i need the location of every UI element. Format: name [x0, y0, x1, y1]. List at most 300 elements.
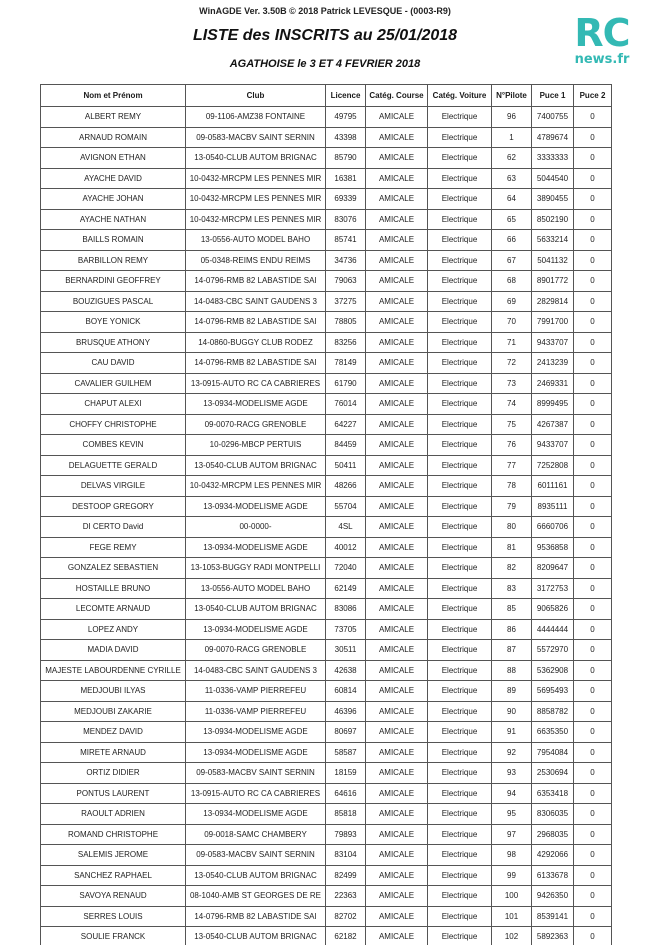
cell-chip-1: 8935111	[532, 496, 574, 517]
cell-licence: 62149	[326, 578, 366, 599]
cell-licence: 80697	[326, 722, 366, 743]
cell-chip-1: 8306035	[532, 804, 574, 825]
cell-club: 14-0796-RMB 82 LABASTIDE SAI	[186, 312, 326, 333]
cell-pilot-number: 72	[492, 353, 532, 374]
table-row	[41, 886, 612, 907]
cell-pilot-number: 70	[492, 312, 532, 333]
cell-name: BRUSQUE ATHONY	[41, 332, 186, 353]
cell-club: 14-0796-RMB 82 LABASTIDE SAI	[186, 906, 326, 927]
cell-chip-2: 0	[574, 804, 612, 825]
cell-chip-2: 0	[574, 824, 612, 845]
cell-licence: 43398	[326, 127, 366, 148]
registrants-table-wrap	[40, 84, 612, 945]
cell-race-category: AMICALE	[366, 168, 428, 189]
cell-car-category: Electrique	[428, 865, 492, 886]
cell-chip-1: 5695493	[532, 681, 574, 702]
cell-name: AYACHE JOHAN	[41, 189, 186, 210]
cell-chip-1: 4267387	[532, 414, 574, 435]
cell-chip-2: 0	[574, 578, 612, 599]
table-row	[41, 148, 612, 169]
table-row	[41, 271, 612, 292]
cell-car-category: Electrique	[428, 763, 492, 784]
cell-race-category: AMICALE	[366, 865, 428, 886]
column-header-chip-1: Puce 1	[532, 85, 574, 107]
cell-club: 00-0000-	[186, 517, 326, 538]
cell-club: 09-0583-MACBV SAINT SERNIN	[186, 845, 326, 866]
cell-car-category: Electrique	[428, 435, 492, 456]
cell-chip-2: 0	[574, 742, 612, 763]
cell-name: DELVAS VIRGILE	[41, 476, 186, 497]
cell-chip-1: 7954084	[532, 742, 574, 763]
cell-club: 13-0556-AUTO MODEL BAHO	[186, 230, 326, 251]
cell-licence: 46396	[326, 701, 366, 722]
table-row	[41, 209, 612, 230]
cell-chip-1: 6133678	[532, 865, 574, 886]
cell-chip-1: 8209647	[532, 558, 574, 579]
cell-licence: 16381	[326, 168, 366, 189]
column-header-pilot-number: N°Pilote	[492, 85, 532, 107]
table-row	[41, 496, 612, 517]
cell-club: 09-0070-RACG GRENOBLE	[186, 640, 326, 661]
cell-chip-1: 4789674	[532, 127, 574, 148]
cell-licence: 83104	[326, 845, 366, 866]
cell-race-category: AMICALE	[366, 127, 428, 148]
cell-car-category: Electrique	[428, 496, 492, 517]
cell-pilot-number: 96	[492, 107, 532, 128]
software-credit: WinAGDE Ver. 3.50B © 2018 Patrick LEVESQUE - (0003-R9)	[199, 6, 451, 16]
cell-club: 13-0556-AUTO MODEL BAHO	[186, 578, 326, 599]
cell-name: ARNAUD ROMAIN	[41, 127, 186, 148]
cell-club: 13-0934-MODELISME AGDE	[186, 804, 326, 825]
cell-race-category: AMICALE	[366, 250, 428, 271]
cell-car-category: Electrique	[428, 476, 492, 497]
cell-car-category: Electrique	[428, 619, 492, 640]
cell-licence: 85790	[326, 148, 366, 169]
table-row	[41, 783, 612, 804]
cell-chip-1: 3333333	[532, 148, 574, 169]
cell-club: 13-0934-MODELISME AGDE	[186, 722, 326, 743]
rcnews-logo	[562, 12, 642, 70]
cell-chip-2: 0	[574, 660, 612, 681]
cell-race-category: AMICALE	[366, 271, 428, 292]
table-row	[41, 127, 612, 148]
cell-pilot-number: 102	[492, 927, 532, 945]
cell-pilot-number: 92	[492, 742, 532, 763]
table-row	[41, 763, 612, 784]
table-body	[41, 107, 612, 945]
cell-pilot-number: 64	[492, 189, 532, 210]
cell-chip-1: 6011161	[532, 476, 574, 497]
table-row	[41, 865, 612, 886]
cell-licence: 58587	[326, 742, 366, 763]
cell-car-category: Electrique	[428, 168, 492, 189]
cell-pilot-number: 65	[492, 209, 532, 230]
cell-car-category: Electrique	[428, 742, 492, 763]
cell-name: FEGE REMY	[41, 537, 186, 558]
table-row	[41, 250, 612, 271]
cell-licence: 4SL	[326, 517, 366, 538]
cell-name: SAVOYA RENAUD	[41, 886, 186, 907]
cell-chip-2: 0	[574, 230, 612, 251]
cell-chip-2: 0	[574, 722, 612, 743]
page-title: LISTE des INSCRITS au 25/01/2018	[192, 27, 458, 44]
cell-pilot-number: 75	[492, 414, 532, 435]
cell-pilot-number: 82	[492, 558, 532, 579]
table-row	[41, 845, 612, 866]
cell-pilot-number: 83	[492, 578, 532, 599]
cell-chip-1: 3172753	[532, 578, 574, 599]
column-header-club: Club	[186, 85, 326, 107]
cell-race-category: AMICALE	[366, 353, 428, 374]
cell-licence: 22363	[326, 886, 366, 907]
cell-pilot-number: 80	[492, 517, 532, 538]
cell-car-category: Electrique	[428, 660, 492, 681]
cell-race-category: AMICALE	[366, 435, 428, 456]
cell-chip-1: 9426350	[532, 886, 574, 907]
cell-pilot-number: 100	[492, 886, 532, 907]
cell-club: 13-0915-AUTO RC CA CABRIERES	[186, 373, 326, 394]
cell-race-category: AMICALE	[366, 209, 428, 230]
cell-chip-1: 5572970	[532, 640, 574, 661]
cell-chip-2: 0	[574, 209, 612, 230]
cell-chip-2: 0	[574, 640, 612, 661]
table-row	[41, 906, 612, 927]
cell-chip-2: 0	[574, 517, 612, 538]
cell-name: CHOFFY CHRISTOPHE	[41, 414, 186, 435]
cell-chip-1: 6635350	[532, 722, 574, 743]
cell-chip-2: 0	[574, 886, 612, 907]
cell-car-category: Electrique	[428, 537, 492, 558]
cell-club: 09-0070-RACG GRENOBLE	[186, 414, 326, 435]
cell-pilot-number: 71	[492, 332, 532, 353]
cell-name: DI CERTO David	[41, 517, 186, 538]
cell-pilot-number: 73	[492, 373, 532, 394]
cell-club: 14-0483-CBC SAINT GAUDENS 3	[186, 660, 326, 681]
table-row	[41, 189, 612, 210]
cell-licence: 85741	[326, 230, 366, 251]
cell-car-category: Electrique	[428, 886, 492, 907]
cell-chip-2: 0	[574, 763, 612, 784]
cell-licence: 69339	[326, 189, 366, 210]
cell-chip-1: 8539141	[532, 906, 574, 927]
page-subtitle: AGATHOISE le 3 ET 4 FEVRIER 2018	[229, 58, 421, 70]
cell-car-category: Electrique	[428, 517, 492, 538]
cell-club: 13-0934-MODELISME AGDE	[186, 537, 326, 558]
cell-chip-2: 0	[574, 619, 612, 640]
cell-race-category: AMICALE	[366, 312, 428, 333]
cell-pilot-number: 81	[492, 537, 532, 558]
cell-car-category: Electrique	[428, 414, 492, 435]
cell-name: AYACHE NATHAN	[41, 209, 186, 230]
cell-chip-2: 0	[574, 107, 612, 128]
cell-race-category: AMICALE	[366, 291, 428, 312]
cell-pilot-number: 101	[492, 906, 532, 927]
cell-pilot-number: 87	[492, 640, 532, 661]
table-row	[41, 455, 612, 476]
cell-name: MIRETE ARNAUD	[41, 742, 186, 763]
cell-pilot-number: 62	[492, 148, 532, 169]
column-header-chip-2: Puce 2	[574, 85, 612, 107]
cell-race-category: AMICALE	[366, 599, 428, 620]
cell-name: COMBES KEVIN	[41, 435, 186, 456]
cell-car-category: Electrique	[428, 578, 492, 599]
cell-name: SERRES LOUIS	[41, 906, 186, 927]
cell-chip-1: 7400755	[532, 107, 574, 128]
cell-pilot-number: 86	[492, 619, 532, 640]
cell-chip-2: 0	[574, 558, 612, 579]
table-header-row	[41, 85, 612, 107]
cell-car-category: Electrique	[428, 906, 492, 927]
cell-pilot-number: 99	[492, 865, 532, 886]
table-row	[41, 804, 612, 825]
cell-chip-1: 5041132	[532, 250, 574, 271]
cell-chip-2: 0	[574, 845, 612, 866]
cell-chip-2: 0	[574, 394, 612, 415]
cell-chip-2: 0	[574, 455, 612, 476]
cell-chip-2: 0	[574, 414, 612, 435]
cell-chip-2: 0	[574, 373, 612, 394]
cell-name: DESTOOP GREGORY	[41, 496, 186, 517]
cell-pilot-number: 98	[492, 845, 532, 866]
cell-licence: 76014	[326, 394, 366, 415]
logo-news-text: news.fr	[574, 52, 630, 67]
cell-race-category: AMICALE	[366, 414, 428, 435]
cell-pilot-number: 1	[492, 127, 532, 148]
cell-pilot-number: 78	[492, 476, 532, 497]
cell-car-category: Electrique	[428, 230, 492, 251]
cell-race-category: AMICALE	[366, 189, 428, 210]
cell-club: 09-0583-MACBV SAINT SERNIN	[186, 763, 326, 784]
cell-pilot-number: 74	[492, 394, 532, 415]
cell-club: 13-0934-MODELISME AGDE	[186, 619, 326, 640]
cell-pilot-number: 63	[492, 168, 532, 189]
table-row	[41, 435, 612, 456]
cell-race-category: AMICALE	[366, 742, 428, 763]
cell-car-category: Electrique	[428, 783, 492, 804]
table-row	[41, 537, 612, 558]
cell-name: CHAPUT ALEXI	[41, 394, 186, 415]
cell-chip-2: 0	[574, 599, 612, 620]
cell-name: HOSTAILLE BRUNO	[41, 578, 186, 599]
cell-name: ROMAND CHRISTOPHE	[41, 824, 186, 845]
cell-chip-2: 0	[574, 496, 612, 517]
table-row	[41, 619, 612, 640]
cell-name: MEDJOUBI ZAKARIE	[41, 701, 186, 722]
cell-chip-2: 0	[574, 271, 612, 292]
cell-licence: 37275	[326, 291, 366, 312]
cell-chip-2: 0	[574, 537, 612, 558]
cell-chip-2: 0	[574, 681, 612, 702]
cell-licence: 55704	[326, 496, 366, 517]
table-row	[41, 517, 612, 538]
cell-race-category: AMICALE	[366, 701, 428, 722]
cell-name: CAVALIER GUILHEM	[41, 373, 186, 394]
cell-chip-1: 8502190	[532, 209, 574, 230]
cell-chip-1: 3890455	[532, 189, 574, 210]
cell-name: BOUZIGUES PASCAL	[41, 291, 186, 312]
cell-car-category: Electrique	[428, 455, 492, 476]
cell-licence: 60814	[326, 681, 366, 702]
cell-chip-2: 0	[574, 927, 612, 945]
cell-name: SANCHEZ RAPHAEL	[41, 865, 186, 886]
cell-chip-1: 7252808	[532, 455, 574, 476]
cell-race-category: AMICALE	[366, 148, 428, 169]
cell-licence: 73705	[326, 619, 366, 640]
cell-club: 09-1106-AMZ38 FONTAINE	[186, 107, 326, 128]
cell-race-category: AMICALE	[366, 455, 428, 476]
cell-club: 13-0540-CLUB AUTOM BRIGNAC	[186, 865, 326, 886]
cell-chip-1: 5892363	[532, 927, 574, 945]
cell-pilot-number: 69	[492, 291, 532, 312]
table-row	[41, 476, 612, 497]
cell-name: DELAGUETTE GERALD	[41, 455, 186, 476]
cell-chip-2: 0	[574, 865, 612, 886]
cell-race-category: AMICALE	[366, 886, 428, 907]
table-row	[41, 701, 612, 722]
cell-chip-2: 0	[574, 148, 612, 169]
cell-licence: 64227	[326, 414, 366, 435]
cell-pilot-number: 93	[492, 763, 532, 784]
table-row	[41, 578, 612, 599]
cell-licence: 83086	[326, 599, 366, 620]
cell-licence: 83256	[326, 332, 366, 353]
cell-chip-1: 2968035	[532, 824, 574, 845]
cell-name: MENDEZ DAVID	[41, 722, 186, 743]
cell-race-category: AMICALE	[366, 927, 428, 945]
cell-name: BAILLS ROMAIN	[41, 230, 186, 251]
cell-chip-1: 5633214	[532, 230, 574, 251]
cell-licence: 82702	[326, 906, 366, 927]
cell-chip-2: 0	[574, 353, 612, 374]
cell-name: MADIA DAVID	[41, 640, 186, 661]
cell-club: 14-0796-RMB 82 LABASTIDE SAI	[186, 271, 326, 292]
cell-pilot-number: 91	[492, 722, 532, 743]
cell-car-category: Electrique	[428, 722, 492, 743]
cell-car-category: Electrique	[428, 271, 492, 292]
cell-club: 13-0934-MODELISME AGDE	[186, 742, 326, 763]
table-row	[41, 824, 612, 845]
table-row	[41, 353, 612, 374]
cell-club: 13-0540-CLUB AUTOM BRIGNAC	[186, 148, 326, 169]
cell-licence: 62182	[326, 927, 366, 945]
cell-chip-1: 8901772	[532, 271, 574, 292]
cell-car-category: Electrique	[428, 291, 492, 312]
table-row	[41, 640, 612, 661]
cell-chip-1: 2469331	[532, 373, 574, 394]
cell-licence: 42638	[326, 660, 366, 681]
cell-licence: 79063	[326, 271, 366, 292]
cell-car-category: Electrique	[428, 312, 492, 333]
cell-car-category: Electrique	[428, 845, 492, 866]
cell-chip-1: 9536858	[532, 537, 574, 558]
cell-licence: 40012	[326, 537, 366, 558]
logo-rc-text: RC	[574, 11, 630, 55]
column-header-name: Nom et Prénom	[41, 85, 186, 107]
cell-chip-1: 5044540	[532, 168, 574, 189]
cell-car-category: Electrique	[428, 209, 492, 230]
table-row	[41, 927, 612, 945]
table-row	[41, 599, 612, 620]
cell-pilot-number: 77	[492, 455, 532, 476]
cell-licence: 61790	[326, 373, 366, 394]
cell-pilot-number: 66	[492, 230, 532, 251]
cell-race-category: AMICALE	[366, 722, 428, 743]
cell-pilot-number: 85	[492, 599, 532, 620]
cell-name: RAOULT ADRIEN	[41, 804, 186, 825]
cell-race-category: AMICALE	[366, 578, 428, 599]
cell-club: 09-0018-SAMC CHAMBERY	[186, 824, 326, 845]
cell-licence: 48266	[326, 476, 366, 497]
table-row	[41, 373, 612, 394]
cell-car-category: Electrique	[428, 394, 492, 415]
cell-licence: 49795	[326, 107, 366, 128]
cell-chip-1: 8858782	[532, 701, 574, 722]
cell-licence: 82499	[326, 865, 366, 886]
cell-licence: 78805	[326, 312, 366, 333]
cell-club: 14-0860-BUGGY CLUB RODEZ	[186, 332, 326, 353]
cell-race-category: AMICALE	[366, 558, 428, 579]
cell-race-category: AMICALE	[366, 230, 428, 251]
table-row	[41, 332, 612, 353]
cell-race-category: AMICALE	[366, 373, 428, 394]
cell-club: 10-0432-MRCPM LES PENNES MIR	[186, 476, 326, 497]
cell-name: GONZALEZ SEBASTIEN	[41, 558, 186, 579]
cell-name: AYACHE DAVID	[41, 168, 186, 189]
cell-pilot-number: 90	[492, 701, 532, 722]
cell-car-category: Electrique	[428, 107, 492, 128]
cell-chip-2: 0	[574, 168, 612, 189]
cell-car-category: Electrique	[428, 189, 492, 210]
cell-licence: 78149	[326, 353, 366, 374]
cell-name: MEDJOUBI ILYAS	[41, 681, 186, 702]
cell-chip-1: 5362908	[532, 660, 574, 681]
cell-name: ALBERT REMY	[41, 107, 186, 128]
cell-car-category: Electrique	[428, 640, 492, 661]
cell-pilot-number: 76	[492, 435, 532, 456]
cell-pilot-number: 97	[492, 824, 532, 845]
cell-chip-1: 9065826	[532, 599, 574, 620]
cell-chip-2: 0	[574, 312, 612, 333]
cell-club: 13-0915-AUTO RC CA CABRIERES	[186, 783, 326, 804]
cell-club: 10-0296-MBCP PERTUIS	[186, 435, 326, 456]
cell-licence: 85818	[326, 804, 366, 825]
cell-name: ORTIZ DIDIER	[41, 763, 186, 784]
cell-car-category: Electrique	[428, 804, 492, 825]
column-header-race-category: Catég. Course	[366, 85, 428, 107]
table-row	[41, 722, 612, 743]
cell-race-category: AMICALE	[366, 107, 428, 128]
registrants-table	[40, 84, 612, 945]
cell-name: BARBILLON REMY	[41, 250, 186, 271]
cell-licence: 34736	[326, 250, 366, 271]
cell-name: SALEMIS JEROME	[41, 845, 186, 866]
cell-chip-1: 8999495	[532, 394, 574, 415]
table-row	[41, 230, 612, 251]
cell-race-category: AMICALE	[366, 537, 428, 558]
cell-race-category: AMICALE	[366, 804, 428, 825]
cell-car-category: Electrique	[428, 353, 492, 374]
cell-club: 09-0583-MACBV SAINT SERNIN	[186, 127, 326, 148]
cell-licence: 18159	[326, 763, 366, 784]
cell-chip-1: 6353418	[532, 783, 574, 804]
table-row	[41, 312, 612, 333]
cell-chip-1: 6660706	[532, 517, 574, 538]
cell-race-category: AMICALE	[366, 660, 428, 681]
cell-club: 13-0934-MODELISME AGDE	[186, 496, 326, 517]
cell-chip-1: 4292066	[532, 845, 574, 866]
cell-club: 13-0540-CLUB AUTOM BRIGNAC	[186, 927, 326, 945]
cell-pilot-number: 79	[492, 496, 532, 517]
